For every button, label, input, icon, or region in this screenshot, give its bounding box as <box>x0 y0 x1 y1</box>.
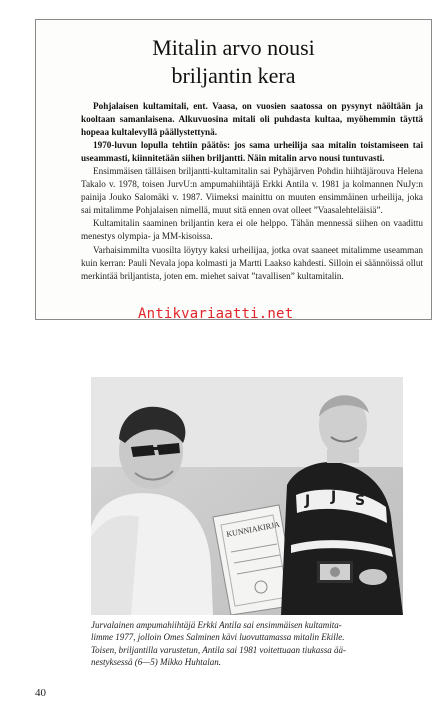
page-number: 40 <box>35 687 46 699</box>
photo <box>91 377 403 615</box>
certificate-title: KUNNIAKIRJA <box>225 519 281 539</box>
body-paragraph: Ensimmäisen tälläisen briljantti-kultamitalin sai Pyhäjärven Pohdin hiihtäjärouva Helena Takalo v. 1978, toisen JurvU:n ampumahiihtäjä Erkki Antila v. 1981 ja kolmannen NuJy:n painija Jouko Salomäki v. 1987. Viimeksi mainittu on muuten ensimmäinen urheilija, joka sai mitalimme Pohjalaisen nimellä, muut sitä ennen ovat olleet ”Vaasalehteläisiä”. <box>81 166 423 216</box>
photo-caption <box>91 619 407 668</box>
caption-line: Toisen, briljantilla varustetun, Antila sai 1981 voitettuaan tiukassa ää- <box>91 644 347 655</box>
decision-paragraph: 1970-luvun lopulla tehtiin päätös: jos sama urheilija saa mitalin toistamiseen tai useammasti, kiinnitetään siihen briljantti. Näin mitalin arvo nousi tuntuvasti. <box>81 140 423 164</box>
article-title <box>36 34 431 90</box>
article-body <box>81 100 423 283</box>
caption-line: Jurvalainen ampumahiihtäjä Erkki Antila sai ensimmäisen kultamita- <box>91 620 342 630</box>
medal-box <box>317 561 353 583</box>
body-paragraph: Kultamitalin saaminen briljantin kera ei ole helppo. Tähän mennessä siihen on vaadittu menestys olympia- ja MM-kisoissa. <box>81 218 423 242</box>
caption-line: nestyksessä (6—5) Mikko Huhtalan. <box>91 656 221 667</box>
caption-line: limme 1977, jolloin Omes Salminen kävi luovuttamassa mitalin Ekille. <box>91 632 345 643</box>
article-box <box>35 19 432 320</box>
title-line-2: briljantin kera <box>171 63 296 88</box>
intro-paragraph: Pohjalaisen kultamitali, ent. Vaasa, on vuosien saatossa on pysynyt näöltään ja kooltaan samanlaisena. Alkuvuosina mitali oli puhdasta kultaa, myöhemmin täyttä hopeaa kultalevyllä päällystettynä. <box>81 101 423 138</box>
svg-text:S: S <box>355 493 366 509</box>
hand <box>359 569 387 585</box>
body-paragraph: Varhaisimmilta vuosilta löytyy kaksi urheilijaa, jotka ovat saaneet mitalimme useamman kuin kerran: Pauli Nevala jopa kolmasti ja Martti Laakso kahdesti. Silloin ei säännöissä ollut merkintää briljantista, joten em. miehet saivat ”tavallisen” kultamitalin. <box>81 244 423 281</box>
svg-text:J: J <box>305 493 311 509</box>
title-line-1: Mitalin arvo nousi <box>152 35 315 60</box>
svg-text:J: J <box>331 489 337 505</box>
photo-illustration <box>91 377 403 615</box>
watermark-text: Antikvariaatti.net <box>138 306 294 322</box>
